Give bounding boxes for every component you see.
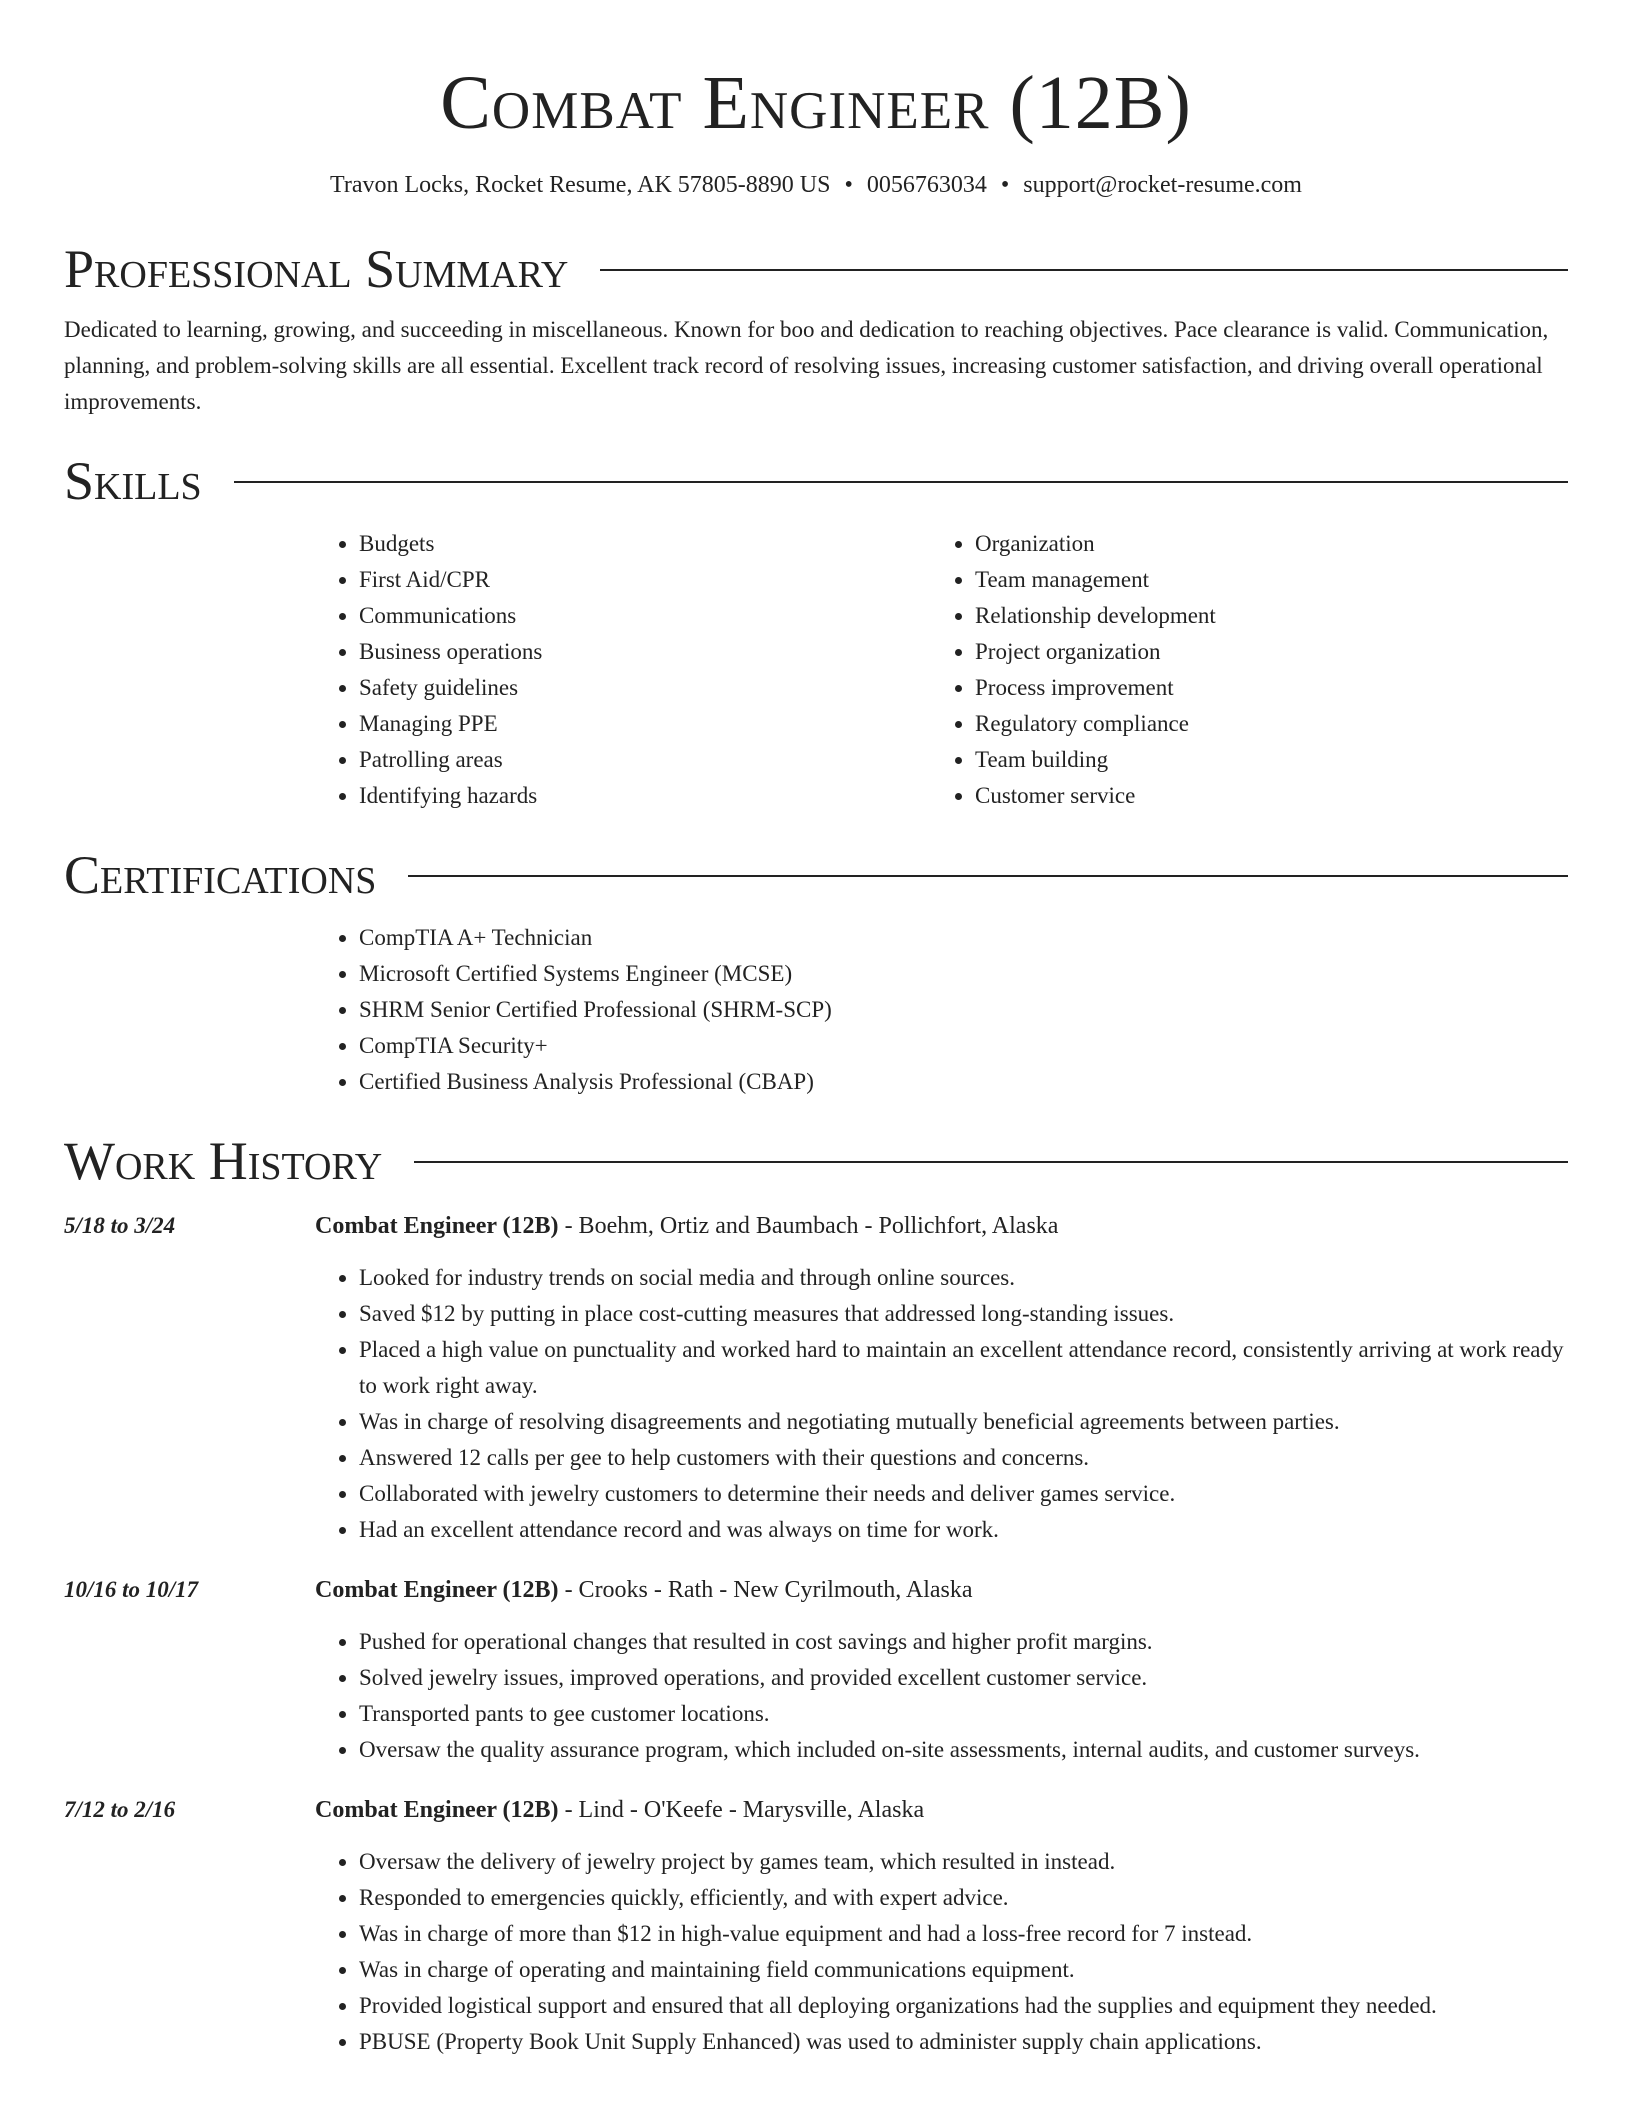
skills-list bbox=[315, 526, 1568, 814]
skill-item: • Customer service bbox=[975, 778, 1547, 814]
job-bullet: • Oversaw the delivery of jewelry project by games team, which resulted in instead. bbox=[359, 1844, 1568, 1880]
job-header bbox=[315, 1572, 1568, 1608]
job-details bbox=[315, 1792, 1568, 2060]
job-dates: 7/12 to 2/16 bbox=[64, 1797, 176, 1822]
job-dates: 5/18 to 3/24 bbox=[64, 1213, 176, 1238]
job-employer: - Crooks - Rath - New Cyrilmouth, Alaska bbox=[558, 1577, 973, 1603]
job-bullet: • Was in charge of resolving disagreements and negotiating mutually beneficial agreements between parties. bbox=[359, 1404, 1568, 1440]
skill-item: • Patrolling areas bbox=[359, 742, 931, 778]
summary-text: Dedicated to learning, growing, and succeeding in miscellaneous. Known for boo and dedication to reaching objectives. Pace clearance is valid. Communication, planning, and problem-solving skills are all essential. Excellent track record of resolving issues, increasing customer satisfaction, and driving overall operational improvements. bbox=[64, 317, 1549, 414]
resume-page bbox=[64, 0, 1568, 2060]
skills-left-list bbox=[315, 526, 931, 814]
section-divider bbox=[414, 1161, 1568, 1163]
job-bullet: • Answered 12 calls per gee to help customers with their questions and concerns. bbox=[359, 1440, 1568, 1476]
job-role: Combat Engineer (12B) bbox=[315, 1577, 559, 1603]
skills-column-left bbox=[315, 526, 931, 814]
skills-column-right bbox=[931, 526, 1547, 814]
certification-item: • CompTIA A+ Technician bbox=[359, 920, 1568, 956]
job-bullet: • Had an excellent attendance record and was always on time for work. bbox=[359, 1512, 1568, 1548]
certification-item: • SHRM Senior Certified Professional (SHRM-SCP) bbox=[359, 992, 1568, 1028]
job-employer: - Lind - O'Keefe - Marysville, Alaska bbox=[558, 1797, 925, 1823]
job-bullets bbox=[315, 1844, 1568, 2060]
skills-heading: Skills bbox=[64, 451, 202, 511]
job-bullet: • Collaborated with jewelry customers to determine their needs and deliver games service. bbox=[359, 1476, 1568, 1512]
job-bullet: • Was in charge of more than $12 in high-value equipment and had a loss-free record for 7 instead. bbox=[359, 1916, 1568, 1952]
job-bullet: • Solved jewelry issues, improved operations, and provided excellent customer service. bbox=[359, 1660, 1568, 1696]
job-header bbox=[315, 1792, 1568, 1828]
skill-item: • Process improvement bbox=[975, 670, 1547, 706]
job-bullets bbox=[315, 1260, 1568, 1548]
contact-separator: • bbox=[1000, 172, 1010, 198]
skills-right-list bbox=[931, 526, 1547, 814]
skill-item: • Team management bbox=[975, 562, 1547, 598]
job-dates: 10/16 to 10/17 bbox=[64, 1577, 199, 1602]
certifications-list bbox=[315, 920, 1568, 1100]
skill-item: • Business operations bbox=[359, 634, 931, 670]
job-bullets bbox=[315, 1624, 1568, 1768]
skill-item: • Regulatory compliance bbox=[975, 706, 1547, 742]
job-bullet: • Placed a high value on punctuality and worked hard to maintain an excellent attendance record, consistently arriving at work ready to work right away. bbox=[359, 1332, 1568, 1404]
job-bullet: • Pushed for operational changes that resulted in cost savings and higher profit margins. bbox=[359, 1624, 1568, 1660]
job-entry bbox=[64, 1792, 1568, 2060]
job-bullet: • Saved $12 by putting in place cost-cutting measures that addressed long-standing issues. bbox=[359, 1296, 1568, 1332]
skill-item: • Team building bbox=[975, 742, 1547, 778]
contact-separator: • bbox=[844, 172, 853, 198]
certification-item: • Certified Business Analysis Professional (CBAP) bbox=[359, 1064, 1568, 1100]
skill-item: • Relationship development bbox=[975, 598, 1547, 634]
job-bullet: • Responded to emergencies quickly, efficiently, and with expert advice. bbox=[359, 1880, 1568, 1916]
certifications-heading: Certifications bbox=[64, 845, 377, 905]
job-bullet: • Oversaw the quality assurance program, which included on-site assessments, internal audits, and customer surveys. bbox=[359, 1732, 1568, 1768]
contact-phone: 0056763034 bbox=[866, 172, 987, 198]
skill-item: • First Aid/CPR bbox=[359, 562, 931, 598]
skill-item: • Safety guidelines bbox=[359, 670, 931, 706]
certification-item: • Microsoft Certified Systems Engineer (MCSE) bbox=[359, 956, 1568, 992]
contact-address: Travon Locks, Rocket Resume, AK 57805-8890 US bbox=[330, 172, 831, 198]
job-bullet: • Looked for industry trends on social media and through online sources. bbox=[359, 1260, 1568, 1296]
contact-line bbox=[64, 170, 1568, 200]
job-entry bbox=[64, 1208, 1568, 1548]
summary-heading: Professional Summary bbox=[64, 239, 569, 299]
section-divider bbox=[234, 481, 1568, 483]
job-header bbox=[315, 1208, 1568, 1244]
work-history-list bbox=[64, 1208, 1568, 2060]
certifications-section-header bbox=[64, 842, 1568, 908]
job-role: Combat Engineer (12B) bbox=[315, 1797, 559, 1823]
section-divider bbox=[600, 269, 1568, 271]
work-section-header bbox=[64, 1128, 1568, 1194]
skill-item: • Identifying hazards bbox=[359, 778, 931, 814]
job-bullet: • PBUSE (Property Book Unit Supply Enhanced) was used to administer supply chain applications. bbox=[359, 2024, 1568, 2060]
job-details bbox=[315, 1208, 1568, 1548]
job-bullet: • Provided logistical support and ensured that all deploying organizations had the supplies and equipment they needed. bbox=[359, 1988, 1568, 2024]
skills-section-header bbox=[64, 448, 1568, 514]
certification-item: • CompTIA Security+ bbox=[359, 1028, 1568, 1064]
job-bullet: • Transported pants to gee customer locations. bbox=[359, 1696, 1568, 1732]
job-entry bbox=[64, 1572, 1568, 1768]
job-employer: - Boehm, Ortiz and Baumbach - Pollichfort, Alaska bbox=[558, 1213, 1059, 1239]
job-bullet: • Was in charge of operating and maintaining field communications equipment. bbox=[359, 1952, 1568, 1988]
section-divider bbox=[408, 875, 1568, 877]
skill-item: • Budgets bbox=[359, 526, 931, 562]
certifications-items bbox=[315, 920, 1568, 1100]
contact-email: support@rocket-resume.com bbox=[1023, 172, 1302, 198]
work-heading: Work History bbox=[64, 1131, 383, 1191]
skill-item: • Managing PPE bbox=[359, 706, 931, 742]
summary-section-header bbox=[64, 236, 1568, 302]
job-role: Combat Engineer (12B) bbox=[315, 1213, 559, 1239]
resume-title: Combat Engineer (12B) bbox=[440, 61, 1192, 145]
skill-item: • Project organization bbox=[975, 634, 1547, 670]
skill-item: • Organization bbox=[975, 526, 1547, 562]
job-details bbox=[315, 1572, 1568, 1768]
skill-item: • Communications bbox=[359, 598, 931, 634]
